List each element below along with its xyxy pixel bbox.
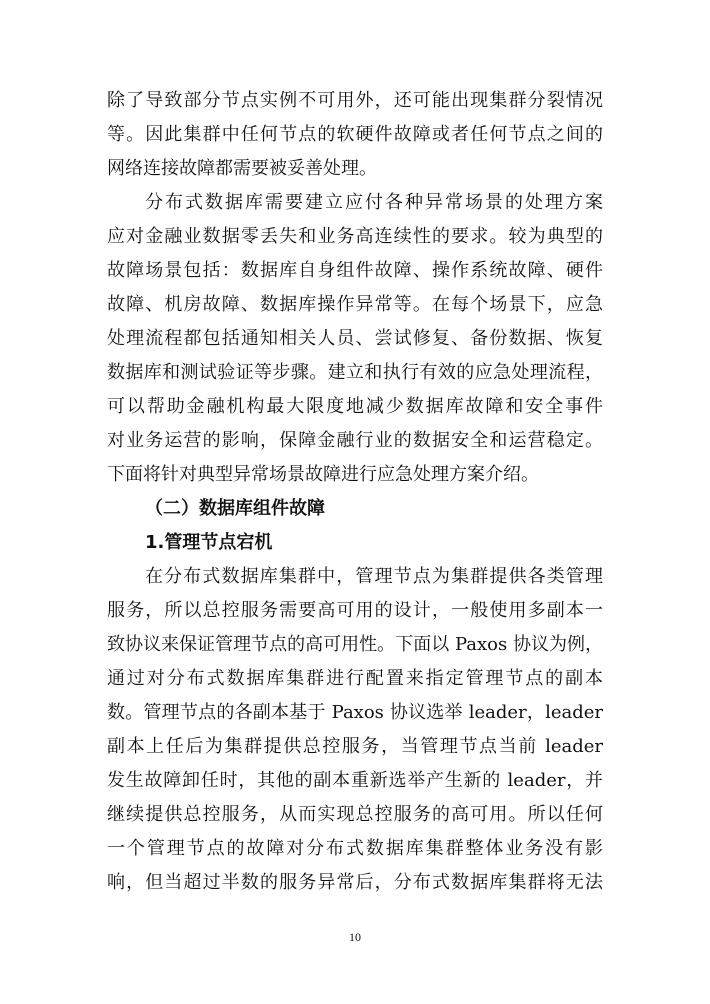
text-line: 服务，所以总控服务需要高可用的设计，一般使用多副本一 <box>107 600 603 621</box>
text-line: 数。管理节点的各副本基于 Paxos 协议选举 leader，leader <box>107 702 603 723</box>
text-line: 下面将针对典型异常场景故障进行应急处理方案介绍。 <box>107 464 539 485</box>
page-number: 10 <box>349 930 361 944</box>
page-body <box>107 84 603 900</box>
text-line: 应对金融业数据零丢失和业务高连续性的要求。较为典型的 <box>107 226 603 247</box>
text-line: 响，但当超过半数的服务异常后，分布式数据库集群将无法 <box>107 872 603 893</box>
text-line: 副本上任后为集群提供总控服务，当管理节点当前 leader <box>107 736 603 757</box>
text-line: 等。因此集群中任何节点的软硬件故障或者任何节点之间的 <box>107 124 603 145</box>
text-line: 故障、机房故障、数据库操作异常等。在每个场景下，应急 <box>107 294 603 315</box>
text-line: 对业务运营的影响，保障金融行业的数据安全和运营稳定。 <box>107 430 603 451</box>
text-line: 除了导致部分节点实例不可用外，还可能出现集群分裂情况 <box>107 90 603 111</box>
paragraph-1 <box>107 84 603 186</box>
text-line: 网络连接故障都需要被妥善处理。 <box>107 158 377 179</box>
text-line: 通过对分布式数据库集群进行配置来指定管理节点的副本 <box>107 668 603 689</box>
text-line: 在分布式数据库集群中，管理节点为集群提供各类管理 <box>145 566 603 587</box>
text-line: 分布式数据库需要建立应付各种异常场景的处理方案 <box>145 192 603 213</box>
text-line: 发生故障卸任时，其他的副本重新选举产生新的 leader，并 <box>107 770 603 791</box>
paragraph-3 <box>107 560 603 900</box>
paragraph-2 <box>107 186 603 492</box>
text-line: 数据库和测试验证等步骤。建立和执行有效的应急处理流程， <box>107 362 603 383</box>
text-line: 一个管理节点的故障对分布式数据库集群整体业务没有影 <box>107 838 603 859</box>
section-heading: （二）数据库组件故障 <box>145 498 325 519</box>
subsection-heading: 1.管理节点宕机 <box>145 532 273 553</box>
text-line: 故障场景包括：数据库自身组件故障、操作系统故障、硬件 <box>107 260 603 281</box>
text-line: 可以帮助金融机构最大限度地减少数据库故障和安全事件 <box>107 396 603 417</box>
text-line: 处理流程都包括通知相关人员、尝试修复、备份数据、恢复 <box>107 328 603 349</box>
text-line: 继续提供总控服务，从而实现总控服务的高可用。所以任何 <box>107 804 603 825</box>
text-line: 致协议来保证管理节点的高可用性。下面以 Paxos 协议为例， <box>107 634 603 655</box>
